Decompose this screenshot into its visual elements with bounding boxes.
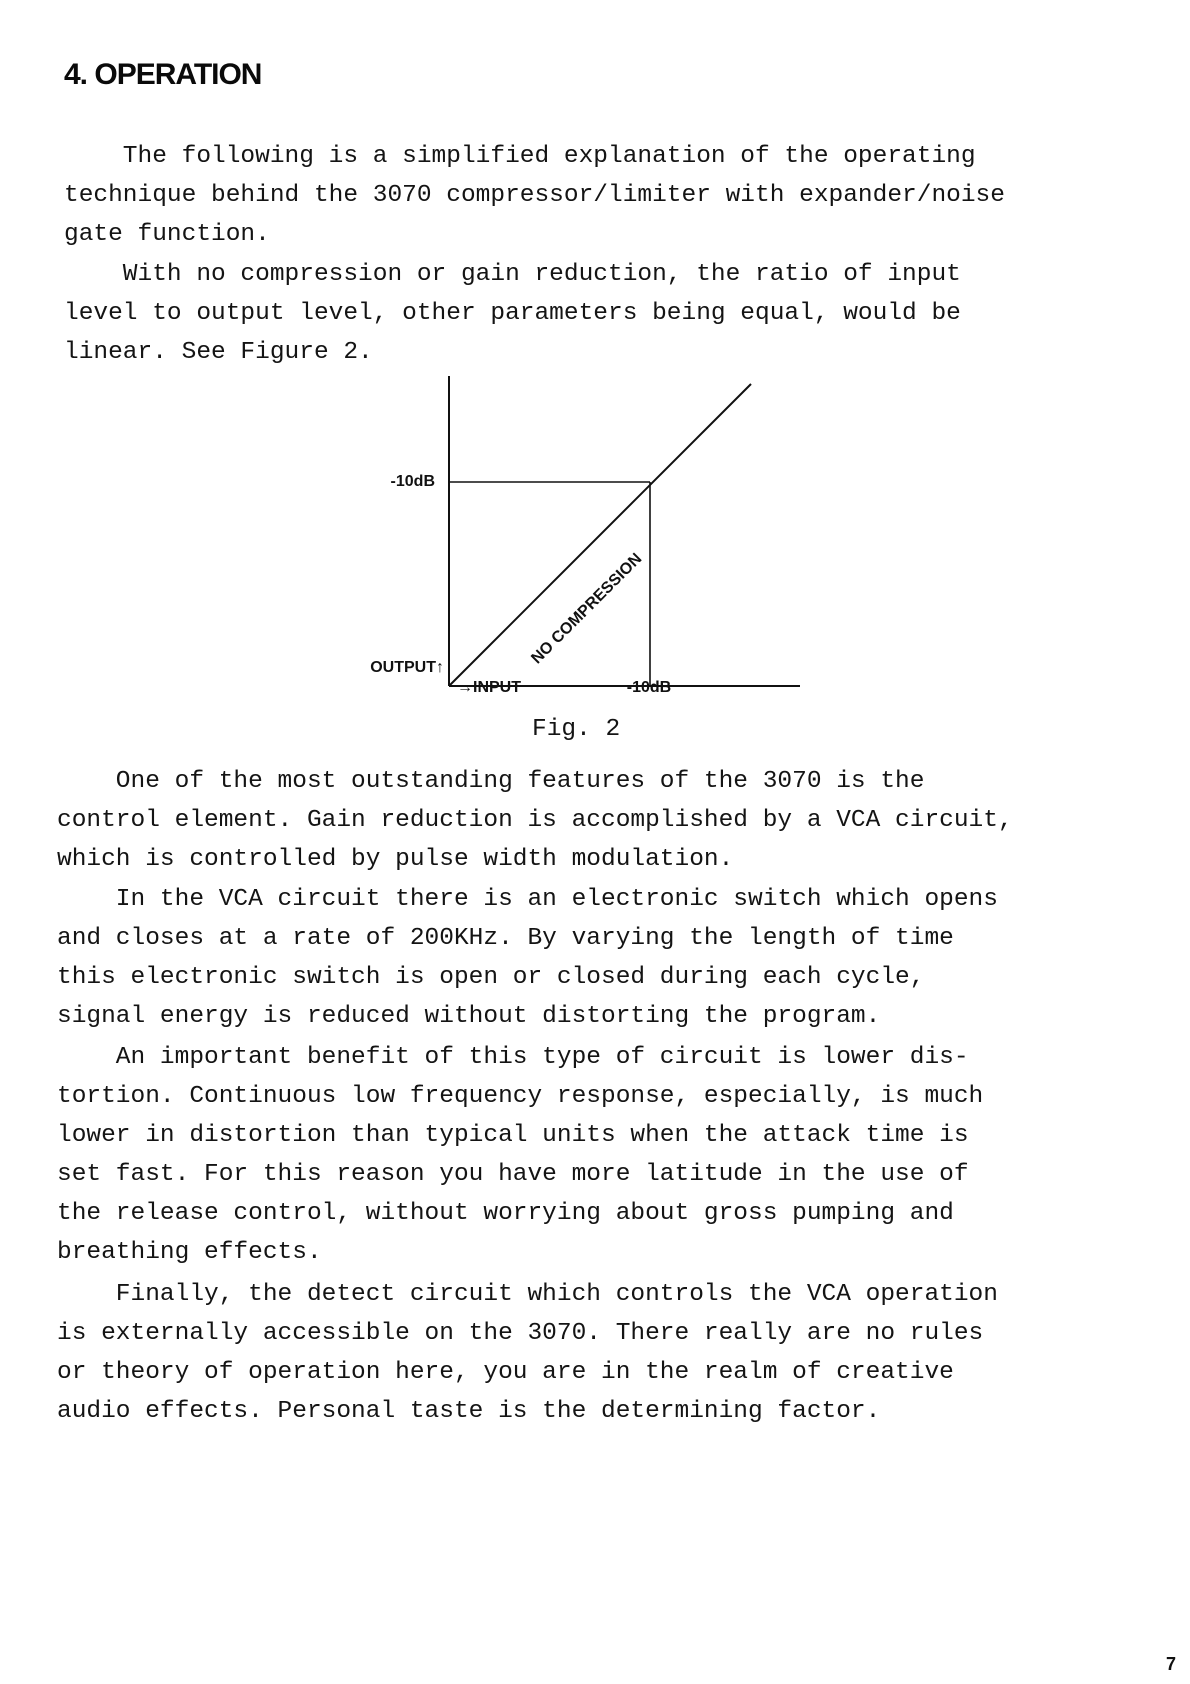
section-heading: 4. OPERATION <box>64 58 262 91</box>
paragraph-low-distortion: An important benefit of this type of circuit is lower dis- tortion. Continuous low frequency response, especially, is much lower in distortion than typical units when the attack time is set fast. For this reason you have more latitude in the use of the release control, without worrying about gross pumping and breathing effects. <box>57 1044 984 1266</box>
x-marker-label: -10dB <box>626 679 672 692</box>
paragraph-intro: The following is a simplified explanation of the operating technique behind the 3070 compressor/limiter with expander/noise gate function. <box>64 143 1005 248</box>
paragraph-control-element: One of the most outstanding features of the 3070 is the control element. Gain reduction is accomplished by a VCA circuit, which is controlled by pulse width modulation. <box>57 768 1013 873</box>
no-compression-line <box>449 384 751 686</box>
paragraph-vca-switch: In the VCA circuit there is an electronic switch which opens and closes at a rate of 200KHz. By varying the length of time this electronic switch is open or closed during each cycle, signal energy is reduced without distorting the program. <box>57 886 998 1030</box>
paragraph-linear-ratio: With no compression or gain reduction, the ratio of input level to output level, other parameters being equal, would be linear. See Figure 2. <box>64 261 961 366</box>
figure-2-svg <box>340 370 810 692</box>
y-axis-label: OUTPUT↑ <box>370 659 444 676</box>
figure-caption: Fig. 2 <box>532 716 621 743</box>
paragraph-detect-circuit: Finally, the detect circuit which controls the VCA operation is externally accessible on the 3070. There really are no rules or theory of operation here, you are in the realm of creative audio effects. Personal taste is the determining factor. <box>57 1281 998 1425</box>
line-label: NO COMPRESSION <box>528 550 646 668</box>
x-axis-label: →INPUT <box>457 679 521 692</box>
figure-2-diagram <box>340 370 810 692</box>
page-number: 7 <box>1166 1654 1177 1674</box>
y-marker-label: -10dB <box>390 473 435 490</box>
